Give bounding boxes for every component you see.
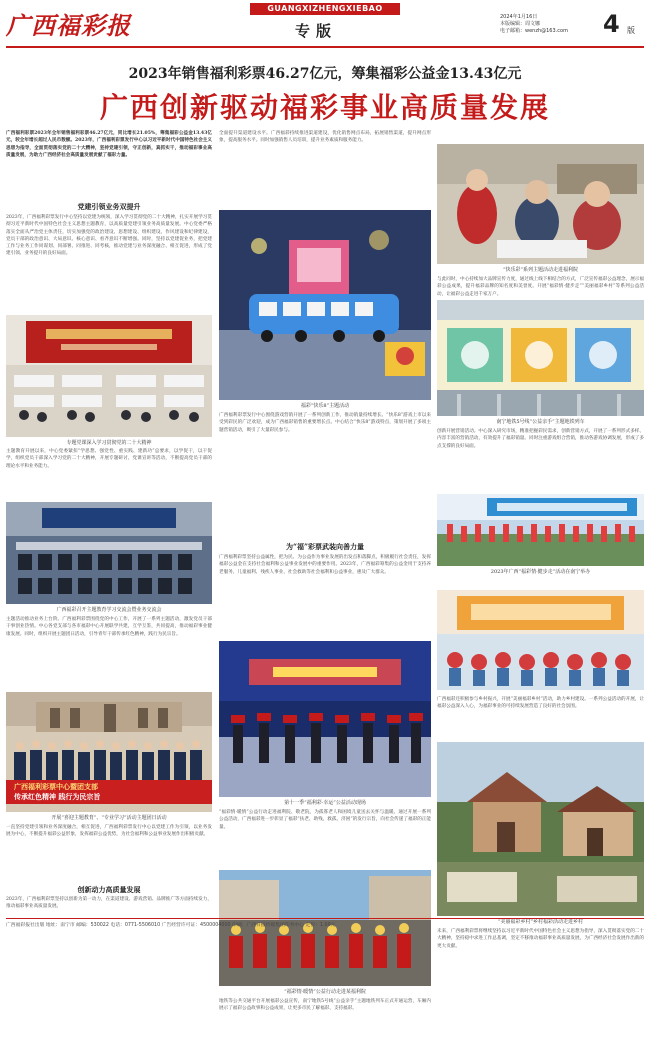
- email-line: 电子邮箱：wenzh@163.com: [500, 28, 568, 34]
- date-block: [500, 14, 568, 35]
- photo-senior-care: [437, 144, 644, 264]
- section-title-party: 党建引领业务双提升: [77, 202, 141, 211]
- article-paragraph: 一直坚持党建引领和业务深度融合，相互促进，广西福利彩票发行中心以党建工作为引领，以业务发展为中心，不断提升福彩公益形象，发挥福彩公益优势，为社会福利和公益事业发展作出积极贡献。: [6, 825, 212, 838]
- photo-caption: 广西福彩召开主题教育学习交流会暨业务交流会: [56, 607, 162, 613]
- photo-party-lecture: [6, 315, 212, 437]
- photo-rural-village: [437, 742, 644, 916]
- banner-text: 广西福利彩票中心暨团支部: [14, 783, 98, 791]
- page-footer: 广西福彩报社出版 地址：南宁市 邮编：530022 电话：0771-5506010 广告经营许可证：4500004000 印刷：广西日报传媒集团印务中心 定价：1.00元: [6, 923, 336, 928]
- masthead: [0, 0, 650, 50]
- lead-paragraph: 广西福利彩票2023年全年销售福利彩票46.27亿元，同比增长21.05%，筹集福彩公益金13.43亿元，较全年增长超过人民币数额。2023年，广西福利彩票发行中心以习近平新时代中国特色社会主义思想为指导，全面贯彻落实党的二十大精神，坚持党建引领，守正创新，真抓实干，推动福彩事业高质量发展，为助力广西经济社会高质量发展贡献了福彩力量。: [6, 131, 212, 158]
- masthead-rule: [6, 46, 644, 48]
- photo-caption: “美丽福彩乡村”乡村福彩活动走进乡村: [497, 919, 584, 925]
- pinyin-band: GUANGXIZHENGXIEBAO: [250, 3, 400, 15]
- photo-welfare-visit: [219, 870, 431, 986]
- editor-line: 本版编辑：周文娜: [500, 21, 541, 27]
- section-name: 专版: [295, 22, 338, 40]
- photo-caption: “快乐彩”系列主题活动走进福利院: [502, 267, 579, 273]
- section-title-charity: 为“福”彩票武装向善力量: [285, 542, 365, 551]
- article-paragraph: 未来，广西福利彩票将继续坚持以习近平新时代中国特色社会主义思想为指导，深入贯彻落实党的二十大精神，坚持稳中求进工作总基调，坚定不移推动福彩事业高质量发展，为广西经济社会发展作出新的更大贡献。: [437, 929, 644, 949]
- newspaper-logo: 广西福彩报: [6, 11, 131, 40]
- article-paragraph: 创新开展营销活动。中心深入研究市场，精准把握彩民需求，创新营销方式，开展了一系列形式多样、内容丰富的营销活动，有效提升了福彩销量。同时注重游戏组合营销，推动各游戏协调发展，形成了多点支撑的良好局面。: [437, 429, 644, 449]
- article-paragraph: 与此同时，中心持续加大品牌宣传力度，通过线上线下相结合的方式，广泛宣传福彩公益理念，展示福彩公益成果，提升福彩品牌的知名度和美誉度。开展“福彩情·健步走”“美丽福彩乡村”等系列公益活动，让福彩公益走进千家万户。: [437, 277, 644, 297]
- section-title-innovation: 创新动力高质量发展: [77, 885, 141, 894]
- page-number: 4: [603, 10, 620, 38]
- main-headline: 广西创新驱动福彩事业高质量发展: [99, 91, 550, 124]
- article-paragraph: 主题活动推动业务上台阶。广西福利彩票围绕党的中心工作，开展了一系列主题活动，激发党员干部干事创业热情。中心各党支部与各市福彩中心开展联学共建，互学互鉴，共同提高，推动福彩事业健康发展。同时，组织开展主题团日活动，引导青年干部传承红色精神，践行为民宗旨。: [6, 617, 212, 637]
- photo-caption: 南宁地铁5号线“公益亲手”主题地铁列车: [496, 419, 585, 425]
- photo-caption: 福彩“快乐8”主题活动: [300, 403, 350, 409]
- page-unit: 版: [627, 26, 635, 35]
- photo-caption: 开展“喜迎主题教育”、“专业学习”活动主题团日活动: [51, 815, 167, 821]
- article-paragraph: “福彩情·暖情”公益行动走进福利院、敬老院，为孤寡老人和困境儿童送去关怀与温暖。通过开展一系列公益活动，广西福彩进一步彰显了福彩“扶老、助残、救孤、济困”的发行宗旨，向社会传递了福彩的正能量。: [219, 810, 431, 830]
- footer-rule: [6, 918, 644, 919]
- photo-caption: 专题党课深入学习贯彻党的二十大精神: [66, 440, 152, 446]
- photo-stage-ceremony: [219, 641, 431, 797]
- article-paragraph: 广西福彩还积极参与乡村振兴，开展“美丽福彩乡村”活动，助力乡村建设。一系列公益活动的开展，让福彩公益深入人心，为福彩事业的可持续发展营造了良好的社会氛围。: [437, 697, 644, 710]
- photo-metro-train: [437, 300, 644, 416]
- article-paragraph: 全面提升渠道建设水平。广西福彩持续推进渠道建设，优化销售网点布局，拓展销售渠道，提升网点形象，提高服务水平。同时加强销售人员培训，提升业务素质和服务能力。: [219, 131, 431, 144]
- kicker-headline: 2023年销售福利彩票46.27亿元，筹集福彩公益金13.43亿元: [128, 66, 522, 82]
- photo-caption: 第十一季“福利彩·幸运”公益活动现场: [284, 800, 366, 806]
- issue-date: 2024年1月16日: [500, 14, 538, 20]
- article-paragraph: 广西福利彩票发行中心围绕游戏营销开展了一系列创新工作，推动销量持续增长。“快乐8”游戏上市以来受到彩民的广泛欢迎，成为广西福彩销售的重要增长点。中心结合“快乐8”游戏特点，策划开展了多项主题营销活动，吸引了大量彩民参与。: [219, 413, 431, 433]
- photo-exchange-meeting: [6, 502, 212, 604]
- banner-text: 传承红色精神 践行为民宗旨: [14, 793, 101, 801]
- photo-caption: “福彩情·暖情”公益行动走进某福利院: [284, 989, 366, 995]
- photo-charity-walk: [437, 494, 644, 566]
- photo-group-activity: [6, 692, 212, 812]
- article-paragraph: 2023年，广西福利彩票发行中心坚持以党建为统领，深入学习贯彻党的二十大精神，扎实开展学习贯彻习近平新时代中国特色社会主义思想主题教育，以高质量党建引领业务高质量发展。中心党委严格落实全面从严治党主体责任，切实加强党的政治建设、思想建设、组织建设、作风建设和纪律建设，党员干部的政治意识、大局意识、核心意识、看齐意识不断增强。同时，坚持以党建促业务，把党建工作与业务工作同谋划、同部署、同推进、同考核，推动党建与业务深度融合、相互促进，形成了党建引领、业务提升的良好局面。: [6, 215, 212, 257]
- article-paragraph: 主题教育开展以来，中心党委紧扣“学思想、强党性、重实践、建新功”总要求，以学促干，以干促学，组织党员干部深入学习党的二十大精神，开展专题研讨、党课宣讲等活动，不断提高党员干部的理论水平和业务能力。: [6, 449, 212, 469]
- photo-children-event: [437, 590, 644, 690]
- photo-kuaile8-event: [219, 210, 431, 400]
- photo-caption: 2023年广西“福彩情·健步走”活动在南宁举办: [490, 569, 591, 575]
- article-paragraph: 广西福利彩票坚持公益属性，把为民、为公益作为事业发展的出发点和落脚点，积极履行社会责任，发挥福彩公益金在支持社会福利和公益事业发展中的重要作用。2023年，广西福彩筹集的公益金用于支持养老服务、儿童福利、残疾人事业、社会救助等社会福利和公益事业，惠及广大群众。: [219, 555, 431, 575]
- article-paragraph: 2023年，广西福利彩票坚持以创新为第一动力，在渠道建设、游戏营销、品牌推广等方面持续发力，推动福彩事业高质量发展。: [6, 897, 212, 910]
- article-paragraph: 地铁等公共交通平台开展福彩公益宣传，南宁地铁5号线“公益亲手”主题地铁列车正式开通运营，车厢内展示了福彩公益故事和公益成果，让更多市民了解福彩、支持福彩。: [219, 999, 431, 1012]
